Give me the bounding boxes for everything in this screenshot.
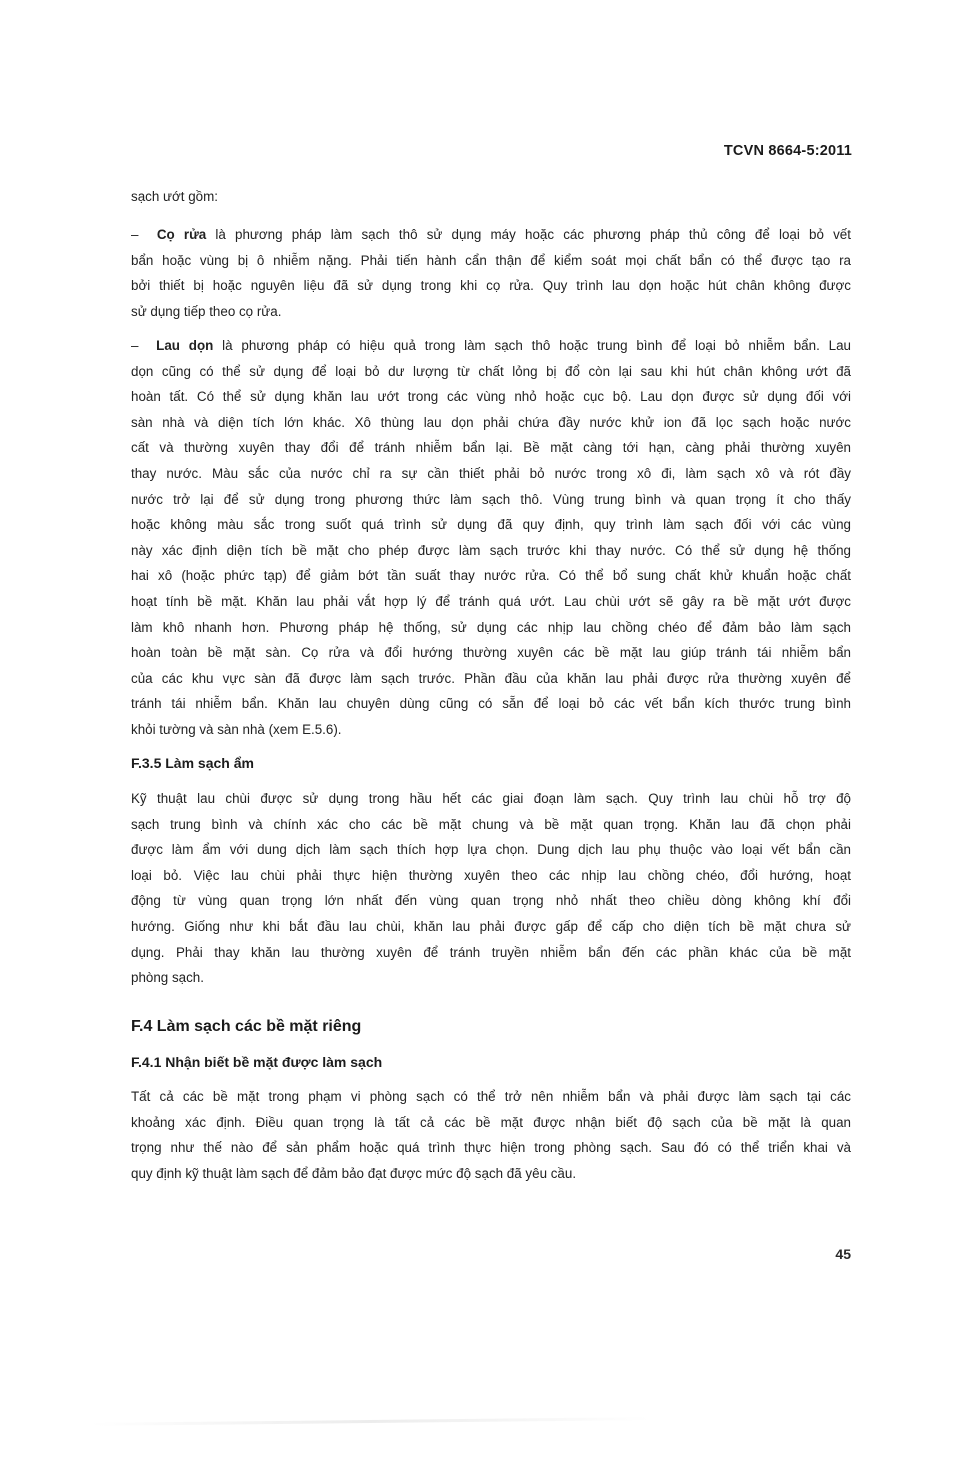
paragraph-line: hướng. Giống như khi bắt đầu lau chùi, khăn lau phải được gấp để cấp cho diện tích bề mặt chưa sử bbox=[131, 918, 851, 934]
bullet-dash: – bbox=[131, 338, 139, 353]
bullet-scrub-paragraph bbox=[131, 222, 851, 324]
paragraph-line: hai xô (hoặc phức tạp) để giảm bớt tần suất thay nước rửa. Có thể bổ sung chất khử khuẩn hoặc chất bbox=[131, 568, 851, 584]
paragraph-line: tránh tái nhiễm bẩn. Khăn lau chuyên dùng cũng có sẵn để loại bỏ các vết bẩn kích thước trung bình bbox=[131, 696, 851, 712]
section-f35-paragraph bbox=[131, 786, 851, 991]
paragraph-line bbox=[131, 333, 851, 359]
term-mop: Lau dọn bbox=[156, 338, 214, 353]
section-heading-f35: F.3.5 Làm sạch ẩm bbox=[131, 755, 254, 771]
paragraph-line: thay nước. Màu sắc của nước chỉ ra sự cần thiết phải bỏ nước trong xô đi, làm sạch xô và rót đầy bbox=[131, 465, 851, 481]
paragraph-line: khoảng xác định. Điều quan trọng là tất cả các bề mặt được nhận biết độ sạch của bề mặt là quan bbox=[131, 1114, 851, 1130]
paragraph-line: dụng. Phải thay khăn lau thường xuyên để tránh truyền nhiễm bẩn đến các phần khác của bề mặt bbox=[131, 944, 851, 960]
paragraph-line: này xác định diện tích bề mặt cho phép được làm sạch trước khi thay nước. Có thể sử dụng hệ thống bbox=[131, 542, 851, 558]
paragraph-line: sàn nhà và diện tích lớn khác. Xô thùng lau dọn phải chứa đầy nước khử ion đã lọc sạch hoặc nước bbox=[131, 414, 851, 430]
paragraph-line: động từ vùng quan trọng lớn nhất đến vùng quan trọng nhỏ nhất theo chiều dòng không khí đổi bbox=[131, 893, 851, 909]
intro-line: sạch ướt gồm: bbox=[131, 189, 218, 204]
section-heading-f41: F.4.1 Nhận biết bề mặt được làm sạch bbox=[131, 1054, 383, 1070]
paragraph-line: dọn cũng có thể sử dụng để loại bỏ dư lượng từ chất lỏng bị đổ còn lại sau khi hút chân không ướt đã bbox=[131, 363, 851, 379]
paragraph-line: nước trở lại để sử dụng trong phương thức làm sạch thô. Vùng trung bình và quan trọng ít cho thấy bbox=[131, 491, 851, 507]
paragraph-line: được làm ẩm với dung dịch làm sạch thích hợp lựa chọn. Dung dịch lau phụ thuộc vào loại vết bẩn cần bbox=[131, 842, 851, 858]
paragraph-line: hoặc không màu sắc trong suốt quá trình sử dụng đã quy định, quy trình làm sạch đối với các vùng bbox=[131, 517, 851, 533]
paragraph-line: hoàn toàn bề mặt sàn. Cọ rửa và đổi hướng thường xuyên các bề mặt lau giúp tránh tái nhiễm bẩn bbox=[131, 645, 851, 661]
paragraph-line bbox=[131, 222, 851, 248]
paragraph-line: sử dụng tiếp theo cọ rửa. bbox=[131, 303, 282, 319]
line-text: là phương pháp có hiệu quả trong làm sạch thô hoặc trung bình để loại bỏ nhiễm bẩn. Lau bbox=[213, 338, 851, 353]
paragraph-line: làm khô nhanh hơn. Phương pháp hệ thống, sử dụng các nhịp lau chồng chéo để đảm bảo làm sạch bbox=[131, 619, 851, 635]
paragraph-line: phòng sạch. bbox=[131, 970, 204, 986]
bullet-dash: – bbox=[131, 227, 139, 242]
bullet-mop-paragraph bbox=[131, 333, 851, 743]
paragraph-line: hoạt tính bề mặt. Khăn lau phải vắt hợp lý để tránh quá ướt. Lau chùi ướt sẽ gây ra bề mặt ướt được bbox=[131, 593, 851, 609]
section-heading-f4: F.4 Làm sạch các bề mặt riêng bbox=[131, 1018, 362, 1035]
paragraph-line: bẩn hoặc vùng bị ô nhiễm nặng. Phải tiến hành cẩn thận để kiểm soát mọi chất bẩn có thể được tạo ra bbox=[131, 252, 851, 268]
paragraph-line: hoàn tất. Có thể sử dụng khăn lau ướt trong các vùng nhỏ hoặc cục bộ. Lau dọn được sử dụng đối với bbox=[131, 389, 851, 405]
section-f41-paragraph bbox=[131, 1084, 851, 1186]
paragraph-line: trọng như thế nào để sản phẩm hoặc quá trình thực hiện trong phòng sạch. Sau đó có thể triển khai và bbox=[131, 1140, 851, 1156]
scan-artifact-line bbox=[90, 1417, 650, 1426]
paragraph-line: loại bỏ. Việc lau chùi phải thực hiện thường xuyên theo các nhịp lau chồng chéo, đổi hướng, hoạt bbox=[131, 867, 851, 883]
standard-code-header: TCVN 8664-5:2011 bbox=[723, 143, 852, 159]
paragraph-line: của các khu vực sàn đã được làm sạch trước. Phần đầu của khăn lau phải được rửa thường xuyên để bbox=[131, 670, 851, 686]
paragraph-line: Tất cả các bề mặt trong phạm vi phòng sạch có thể trở nên nhiễm bẩn và phải được làm sạch tại các bbox=[131, 1089, 851, 1104]
page-number: 45 bbox=[835, 1246, 851, 1262]
term-scrub: Cọ rửa bbox=[156, 227, 207, 242]
line-text: là phương pháp làm sạch thô sử dụng máy hoặc các phương pháp thủ công để loại bỏ vết bbox=[206, 227, 851, 242]
paragraph-line: quy định kỹ thuật làm sạch để đảm bảo đạt được mức độ sạch đã yêu cầu. bbox=[131, 1165, 577, 1181]
paragraph-line: cất và thường xuyên thay đổi để tránh nhiễm bẩn lại. Bề mặt càng tới hạn, càng phải thường xuyên bbox=[131, 440, 851, 456]
paragraph-line: khỏi tường và sàn nhà (xem E.5.6). bbox=[131, 721, 342, 737]
paragraph-line: bởi thiết bị hoặc nguyên liệu đã sử dụng trong khi cọ rửa. Quy trình lau dọn hoặc hút chân không được bbox=[131, 278, 851, 294]
paragraph-line: sạch trung bình và chính xác cho các bề mặt chung và bề mặt quan trọng. Khăn lau đã chọn phải bbox=[131, 816, 851, 832]
paragraph-line: Kỹ thuật lau chùi được sử dụng trong hầu hết các giai đoạn làm sạch. Quy trình lau chùi hỗ trợ độ bbox=[131, 791, 851, 806]
intro-paragraph bbox=[131, 184, 851, 210]
